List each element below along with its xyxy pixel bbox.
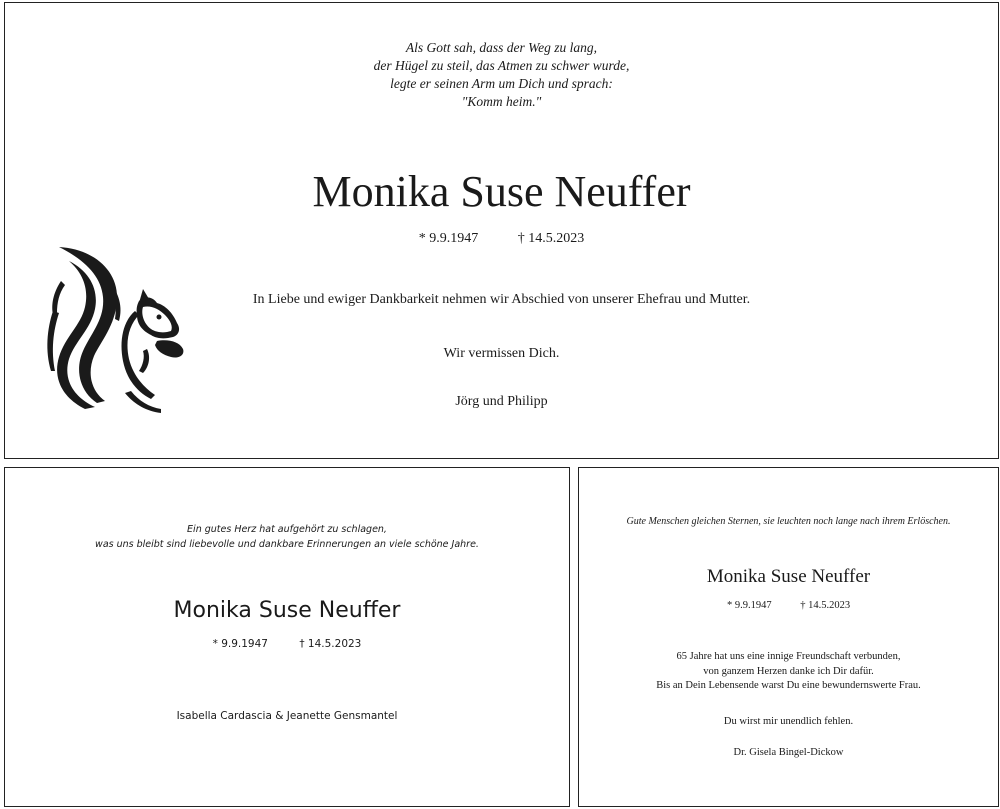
death-date: † 14.5.2023 [800, 600, 851, 611]
birth-date: * 9.9.1947 [726, 600, 772, 611]
message-line: 65 Jahre hat uns eine innige Freundschaft verbunden, [676, 651, 901, 662]
message-line: Bis an Dein Lebensende warst Du eine bewundernswerte Frau. [656, 680, 921, 691]
verse-line: "Komm heim." [461, 94, 542, 109]
death-date: † 14.5.2023 [517, 231, 585, 246]
right-verse: Gute Menschen gleichen Sternen, sie leuchten noch lange nach ihrem Erlöschen. [626, 516, 951, 527]
verse-line: der Hügel zu steil, das Atmen zu schwer wurde, [373, 58, 630, 73]
verse-line: legte er seinen Arm um Dich und sprach: [390, 76, 613, 91]
verse-line: Ein gutes Herz hat aufgehört zu schlagen, [187, 524, 387, 535]
message-line: von ganzem Herzen danke ich Dir dafür. [703, 665, 874, 677]
main-obituary-notice [4, 2, 999, 459]
right-signatory: Dr. Gisela Bingel-Dickow [733, 747, 844, 758]
left-deceased-name: Monika Suse Neuffer [173, 598, 401, 623]
right-message [579, 650, 998, 694]
main-deceased-name: Monika Suse Neuffer [312, 167, 691, 216]
main-closing: Wir vermissen Dich. [443, 346, 560, 361]
right-obituary-notice [578, 467, 999, 807]
right-closing: Du wirst mir unendlich fehlen. [723, 716, 854, 727]
main-signatories: Jörg und Philipp [455, 394, 548, 409]
birth-date: * 9.9.1947 [212, 638, 268, 650]
verse-line: was uns bleibt sind liebevolle und dankbare Erinnerungen an viele schöne Jahre. [95, 539, 479, 550]
death-date: † 14.5.2023 [299, 638, 362, 650]
left-obituary-notice [4, 467, 570, 807]
birth-date: * 9.9.1947 [418, 231, 479, 246]
squirrel-icon [39, 241, 189, 416]
left-dates [5, 638, 569, 650]
left-signatories: Isabella Cardascia & Jeanette Gensmantel [176, 710, 398, 722]
right-dates [579, 600, 998, 611]
main-verse [5, 39, 998, 111]
main-message: In Liebe und ewiger Dankbarkeit nehmen wir Abschied von unserer Ehefrau und Mutter. [252, 292, 751, 307]
left-verse [5, 522, 569, 552]
verse-line: Als Gott sah, dass der Weg zu lang, [405, 40, 598, 55]
right-deceased-name: Monika Suse Neuffer [706, 566, 871, 587]
